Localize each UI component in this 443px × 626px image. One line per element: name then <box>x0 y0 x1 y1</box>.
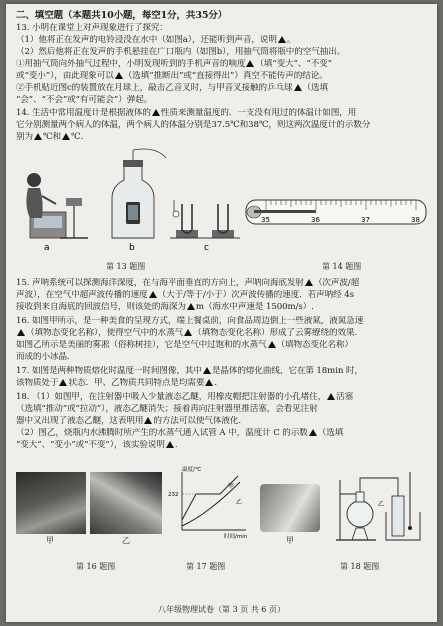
q14-line2: 它分别测量两个病人的体温，两个病人的体温分别是37.5℃和38℃，则这两次温度计的示数分 <box>16 120 371 130</box>
answer-blank-icon <box>152 109 160 116</box>
figure-14-thermometer <box>244 194 430 234</box>
answer-blank-icon <box>309 429 317 436</box>
answer-blank-icon <box>144 417 152 424</box>
fig17-ytick: 232 <box>168 492 179 498</box>
fig13a-bell-experiment <box>26 173 88 238</box>
answer-blank-icon <box>327 393 335 400</box>
fig16-photo-jia <box>16 472 86 534</box>
answer-blank-icon <box>246 60 254 67</box>
section-title: 二、填空题（本题共10小题，每空1分，共35分） <box>16 10 228 21</box>
q13-stem: 13. 小明在课堂上对声现象进行了探究： <box>16 23 168 33</box>
answer-blank-icon <box>166 441 174 448</box>
q13-part2: （2）然后他将正在发声的手机悬挂在广口瓶内（如图b），用抽气筒将瓶中的空气抽出。 <box>16 47 346 57</box>
q13-sub1-cont: 或“变小”），由此现象可以 （选填“推断出”或“直接得出”）真空不能传声的结论。 <box>16 71 328 81</box>
fig17-xlabel: 时间/min <box>224 534 248 540</box>
q13-part1: （1）他将正在发声的电铃浸没在水中（如图a），还能听到声音，说明 。 <box>16 35 296 45</box>
q14-stem: 14. 生活中常用温度计是根据液体的 性质来测量温度的．一支没有甩过的体温计如图，用 <box>16 108 357 118</box>
fig18-apparatus-yi <box>326 466 432 546</box>
fig17-label-jia: 甲 <box>228 483 235 490</box>
fig13-caption: 第 13 题图 <box>106 262 146 271</box>
q16-stem: 16. 如图甲所示，是一种美食的呈现方式，端上餐桌前，向食品周边倒上一些液氮，液氮急速 <box>16 316 364 326</box>
answer-blank-icon <box>203 367 211 374</box>
fig17-ylabel: 温度/℃ <box>182 467 202 473</box>
answer-blank-icon <box>17 329 25 336</box>
thermometer-tick-label: 35 <box>261 216 270 224</box>
q17-line2: 该物质处于 状态．甲、乙物质共同特点是均需要 . <box>16 378 218 388</box>
mercury-column <box>254 210 316 213</box>
fig17-caption: 第 17 题图 <box>186 562 226 571</box>
fig13-label-b: b <box>129 243 135 253</box>
q18-line4: （2）图乙，烧瓶内水沸腾时所产生的水蒸气通入试管 A 中，温度计 C 的示数 （选填 <box>16 428 344 438</box>
fig16-label-yi: 乙 <box>122 536 130 545</box>
answer-blank-icon <box>278 36 286 43</box>
fig14-caption: 第 14 题图 <box>322 262 362 271</box>
q16-line4: 而成的小冰晶. <box>16 352 70 362</box>
q18-line3: 器中又出现了液态乙醚，这表明用 的方法可以使气体液化. <box>16 416 241 426</box>
q18-stem: 18. （1）如图甲，在注射器中吸入少量液态乙醚，用橡皮帽把注射器的小孔堵住， 活塞 <box>16 392 354 402</box>
q15-line2: 声波），在空气中超声波传播的速度 （大于/等于/小于）次声波传播的速度．若声呐经 4s <box>16 290 354 300</box>
fig16-label-jia: 甲 <box>46 536 54 545</box>
answer-blank-icon <box>305 279 313 286</box>
answer-blank-icon <box>268 341 276 348</box>
fig13c-tuning-forks <box>170 200 240 238</box>
q15-line3: 接收到来自海底的回波信号，则该处的海深为 m（海水中声速是 1500m/s）. <box>16 302 314 312</box>
fig13-label-a: a <box>44 243 50 253</box>
answer-blank-icon <box>149 291 157 298</box>
answer-blank-icon <box>187 303 195 310</box>
thermometer-tick-label: 36 <box>311 216 320 224</box>
answer-blank-icon <box>62 133 70 140</box>
figure-17-chart <box>168 466 250 546</box>
q14-line3: 别为 ℃和 ℃. <box>16 132 84 142</box>
answer-blank-icon <box>59 379 67 386</box>
fig13b-bottle-phone <box>112 149 166 238</box>
answer-blank-icon <box>115 72 123 79</box>
q13-sub1: ①用抽气筒向外抽气过程中，小明发现听到的手机声音的响度 （填“变大”、“不变” <box>16 59 332 69</box>
thermometer-tick-label: 37 <box>361 216 370 224</box>
q16-line2: （填物态变化名称），使得空气中的水蒸气 （填物态变化名称）形成了云雾缭绕的效果. <box>16 328 429 339</box>
q13-sub2-cont: “会”、“不会”或“有可能会”）弹起。 <box>16 95 153 105</box>
fig13-label-c: c <box>204 243 209 253</box>
thermometer-tick-label: 38 <box>411 216 420 224</box>
q16-line3: 如图乙所示是美丽的雾凇（俗称树挂），它是空气中过饱和的水蒸气 （填物态变化名称） <box>16 340 353 350</box>
answer-blank-icon <box>205 379 213 386</box>
exam-page <box>6 4 437 622</box>
fig18-caption: 第 18 题图 <box>340 562 380 571</box>
q18-line5: “变大”、“变小”或“不变”），该实验说明 . <box>16 440 178 450</box>
fig16-photo-yi <box>90 472 162 534</box>
page-footer: 八年级物理试卷（第 3 页 共 6 页） <box>158 605 285 614</box>
fig17-label-yi: 乙 <box>236 499 243 506</box>
q13-sub2: ②手机贴近图c的装置放在月球上，敲击乙音叉时，与甲音叉接触的乒乓球 （选填 <box>16 83 328 93</box>
fig16-caption: 第 16 题图 <box>76 562 116 571</box>
q18-line2: （选填“推动”或“拉动”），液态乙醚消失；接着再向注射器里推活塞，会看见注射 <box>16 404 318 414</box>
answer-blank-icon <box>184 329 192 336</box>
fig18-label-jia: 甲 <box>286 536 294 545</box>
answer-blank-icon <box>34 133 42 140</box>
fig18-label-yi: 乙 <box>378 501 385 508</box>
fig18-photo-jia <box>260 484 320 532</box>
figure-13 <box>16 146 266 256</box>
q17-stem: 17. 如图是两种物质熔化时温度一时间图像，其中 是晶体的熔化曲线，它在第 18min 时， <box>16 366 363 376</box>
answer-blank-icon <box>294 84 302 91</box>
q15-stem: 15. 声呐系统可以探测海洋深度，在与海平面垂直的方向上，声呐向海底发射 （次声波/超 <box>16 278 360 288</box>
